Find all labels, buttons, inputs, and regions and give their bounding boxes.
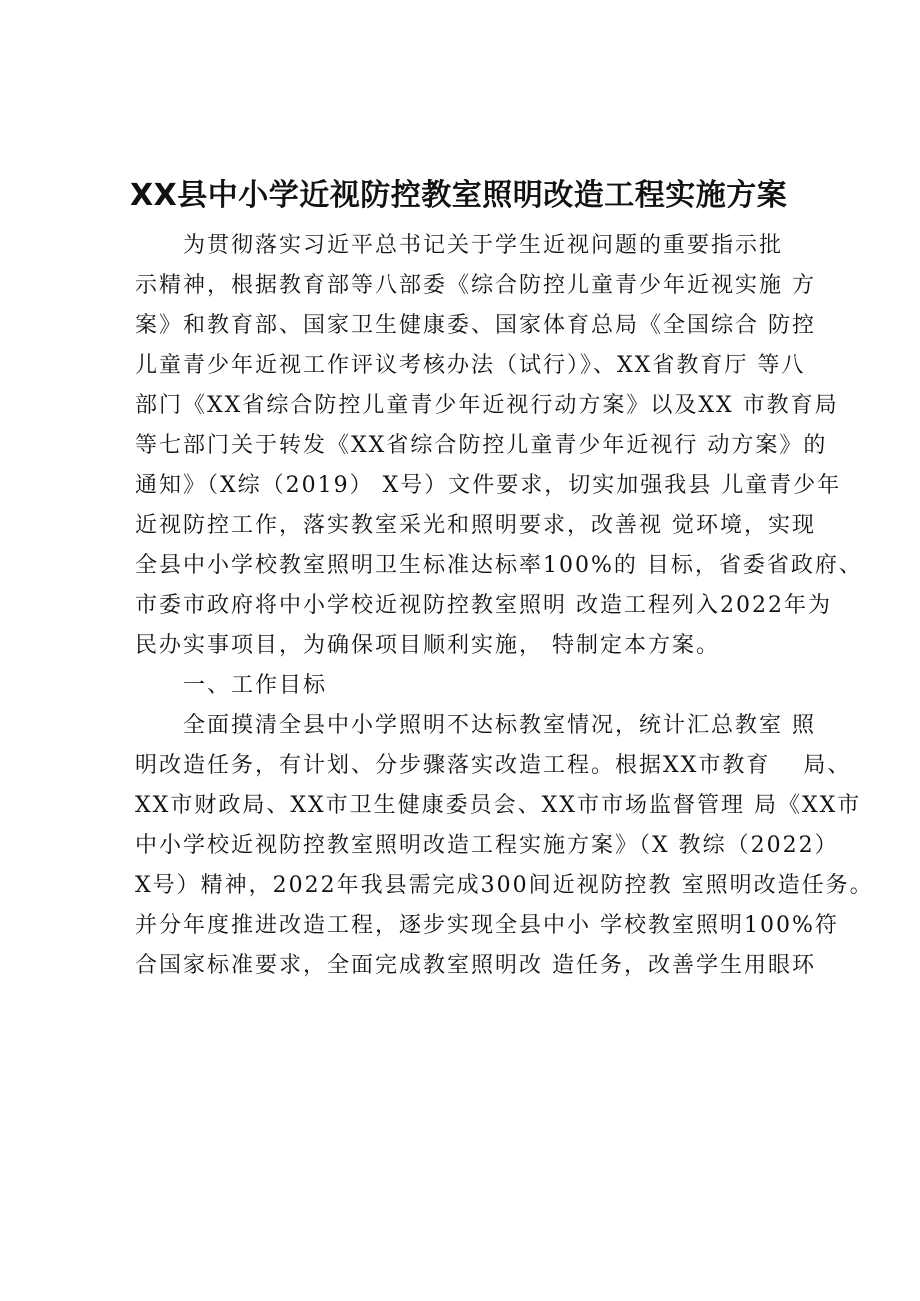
paragraph-line: 示精神，根据教育部等八部委《综合防控儿童青少年近视实施 方 [135, 273, 816, 298]
paragraph-line: 市委市政府将中小学校近视防控教室照明 改造工程列入2022年为 [135, 593, 832, 618]
paragraph-line: 中小学校近视防控教室照明改造工程实施方案》（X 教综（2022） [135, 833, 839, 858]
paragraph-line: 等七部门关于转发《XX省综合防控儿童青少年近视行 动方案》的 [135, 433, 828, 458]
paragraph-line: 民办实事项目，为确保项目顺利实施， 特制定本方案。 [135, 633, 720, 658]
document-body [135, 226, 874, 986]
paragraph-line: 通知》（X综（2019） X号）文件要求，切实加强我县 儿童青少年 [135, 473, 842, 498]
paragraph-line: 并分年度推进改造工程，逐步实现全县中小 学校教室照明100%符 [135, 913, 839, 938]
paragraph-line: 部门《XX省综合防控儿童青少年近视行动方案》以及XX 市教育局 [135, 393, 839, 418]
paragraph-line: X号）精神，2022年我县需完成300间近视防控教 室照明改造任务。 [135, 873, 874, 898]
paragraph-line: 案》和教育部、国家卫生健康委、国家体育总局《全国综合 防控 [135, 313, 816, 338]
paragraph-line: 明改造任务，有计划、分步骤落实改造工程。根据XX市教育 局、 [135, 753, 852, 778]
paragraph-line: XX市财政局、XX市卫生健康委员会、XX市市场监督管理 局《XX市 [135, 793, 862, 818]
section-heading: 一、工作目标 [183, 673, 328, 698]
paragraph-line: 合国家标准要求，全面完成教室照明改 造任务，改善学生用眼环 [135, 953, 816, 978]
paragraph-line: 为贯彻落实习近平总书记关于学生近视问题的重要指示批 [183, 233, 784, 258]
paragraph-line: 全县中小学校教室照明卫生标准达标率100%的 目标，省委省政府、 [135, 553, 863, 578]
paragraph-line: 儿童青少年近视工作评议考核办法（试行）》、XX省教育厅 等八 [135, 353, 806, 378]
document-title: XX县中小学近视防控教室照明改造工程实施方案 [130, 178, 788, 213]
paragraph-line: 近视防控工作，落实教室采光和照明要求，改善视 觉环境，实现 [135, 513, 816, 538]
paragraph-line: 全面摸清全县中小学照明不达标教室情况，统计汇总教室 照 [183, 713, 816, 738]
